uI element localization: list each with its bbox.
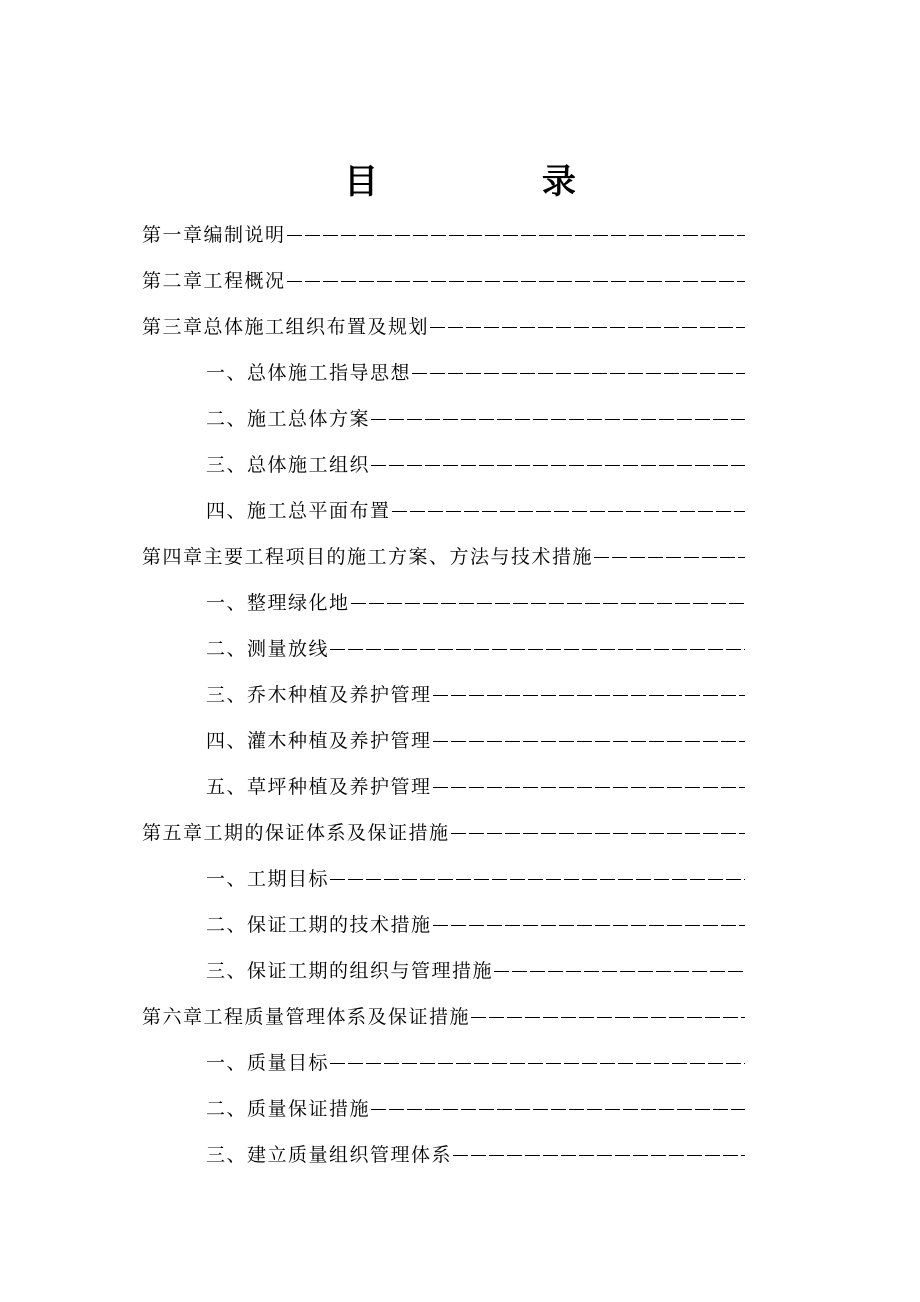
toc-leader-line: [371, 465, 745, 466]
toc-leader-line: [287, 281, 745, 282]
toc-entry[interactable]: [142, 212, 745, 258]
toc-subentry[interactable]: [142, 396, 745, 442]
toc-subentry[interactable]: [142, 718, 745, 764]
toc-entry-label: 第四章主要工程项目的施工方案、方法与技术措施: [142, 546, 594, 568]
toc-leader-line: [433, 741, 745, 742]
toc-leader-line: [330, 879, 745, 880]
toc-subentry[interactable]: [142, 350, 745, 396]
toc-leader-line: [412, 373, 745, 374]
toc-subentry[interactable]: [142, 856, 745, 902]
toc-subentry[interactable]: [142, 764, 745, 810]
toc-entry-label: 第五章工期的保证体系及保证措施: [142, 822, 450, 844]
toc-subentry[interactable]: [142, 626, 745, 672]
toc-leader-line: [330, 649, 745, 650]
toc-entry[interactable]: [142, 258, 745, 304]
toc-leader-line: [494, 971, 745, 972]
toc-entry-label: 二、保证工期的技术措施: [206, 914, 432, 936]
toc-subentry[interactable]: [142, 580, 745, 626]
toc-entry-label: 第二章工程概况: [142, 270, 286, 292]
toc-leader-line: [471, 1017, 745, 1018]
toc-subentry[interactable]: [142, 948, 745, 994]
toc-entry-label: 五、草坪种植及养护管理: [206, 776, 432, 798]
toc-subentry[interactable]: [142, 1086, 745, 1132]
toc-entry-label: 第六章工程质量管理体系及保证措施: [142, 1006, 471, 1028]
toc-entry-label: 一、总体施工指导思想: [206, 362, 412, 384]
toc-entry-label: 三、乔木种植及养护管理: [206, 684, 432, 706]
toc-leader-line: [330, 1063, 745, 1064]
toc-leader-line: [594, 557, 745, 558]
toc-entry-label: 三、建立质量组织管理体系: [206, 1144, 453, 1166]
toc-leader-line: [433, 695, 745, 696]
toc-entry-label: 一、质量目标: [206, 1052, 330, 1074]
toc-entry-label: 二、测量放线: [206, 638, 330, 660]
toc-leader-line: [392, 511, 745, 512]
toc-entry[interactable]: [142, 994, 745, 1040]
toc-entry-label: 三、总体施工组织: [206, 454, 371, 476]
toc-entry-label: 四、施工总平面布置: [206, 500, 391, 522]
toc-leader-line: [351, 603, 745, 604]
toc-leader-line: [371, 419, 745, 420]
toc-subentry[interactable]: [142, 1132, 745, 1178]
toc-subentry[interactable]: [142, 488, 745, 534]
toc-leader-line: [371, 1109, 745, 1110]
toc-entry[interactable]: [142, 810, 745, 856]
toc-leader-line: [430, 327, 745, 328]
toc-leader-line: [433, 925, 745, 926]
toc-leader-line: [451, 833, 745, 834]
toc-entry[interactable]: [142, 534, 745, 580]
toc-title: 目 录: [344, 162, 652, 202]
toc-leader-line: [287, 235, 745, 236]
toc-subentry[interactable]: [142, 672, 745, 718]
toc-entry-label: 第一章编制说明: [142, 224, 286, 246]
toc-subentry[interactable]: [142, 1040, 745, 1086]
toc-leader-line: [433, 787, 745, 788]
toc-entry-label: 二、施工总体方案: [206, 408, 371, 430]
toc-subentry[interactable]: [142, 902, 745, 948]
toc-entry-label: 三、保证工期的组织与管理措施: [206, 960, 494, 982]
toc-entry-label: 一、工期目标: [206, 868, 330, 890]
toc-leader-line: [453, 1155, 745, 1156]
toc-list: [142, 212, 745, 1178]
toc-entry-label: 四、灌木种植及养护管理: [206, 730, 432, 752]
toc-entry-label: 一、整理绿化地: [206, 592, 350, 614]
toc-entry-label: 二、质量保证措施: [206, 1098, 371, 1120]
toc-entry[interactable]: [142, 304, 745, 350]
toc-entry-label: 第三章总体施工组织布置及规划: [142, 316, 430, 338]
toc-subentry[interactable]: [142, 442, 745, 488]
